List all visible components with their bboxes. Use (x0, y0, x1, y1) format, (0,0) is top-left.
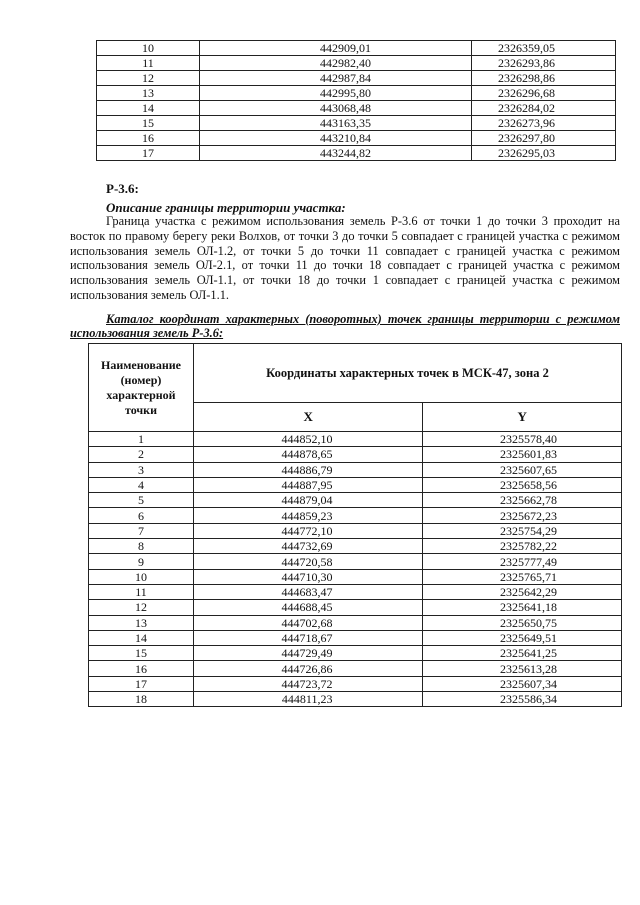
point-number-cell: 5 (89, 493, 194, 508)
table-row (89, 600, 622, 615)
y-coordinate-cell: 2325613,28 (423, 661, 622, 676)
point-number-cell: 17 (89, 676, 194, 691)
y-coordinate-cell: 2326359,05 (472, 41, 616, 56)
table-row (89, 630, 622, 645)
x-coordinate-cell: 442909,01 (200, 41, 472, 56)
point-number-cell: 12 (97, 71, 200, 86)
x-coordinate-cell: 444729,49 (194, 646, 423, 661)
boundary-description-text: Граница участка с режимом использования земель Р-3.6 от точки 1 до точки 3 проходит на восток по правому берегу реки Волхов, от точки 3 до точки 5 совпадает с границей участка с режимом использования земель ОЛ-1.2, от точки 5 до точки 11 совпадает с границей участка с режимом использования земель ОЛ-2.1, от точки 11 до точки 18 совпадает с границей участка с режимом использования земель ОЛ-1.1, от точки 18 до точки 1 совпадает с границей участка с режимом использования земель ОЛ-1.1. (70, 214, 620, 302)
y-coordinate-cell: 2326293,86 (472, 56, 616, 71)
point-number-cell: 13 (89, 615, 194, 630)
x-coordinate-cell: 444732,69 (194, 539, 423, 554)
x-coordinate-cell: 443244,82 (200, 146, 472, 161)
x-coordinate-cell: 442995,80 (200, 86, 472, 101)
x-coordinate-cell: 442987,84 (200, 71, 472, 86)
y-coordinate-cell: 2325658,56 (423, 477, 622, 492)
y-coordinate-cell: 2325650,75 (423, 615, 622, 630)
table-row (89, 508, 622, 523)
y-coordinate-cell: 2325642,29 (423, 584, 622, 599)
x-coordinate-cell: 444886,79 (194, 462, 423, 477)
y-coordinate-cell: 2326296,68 (472, 86, 616, 101)
header-point-name: Наименование (номер) характерной точки (89, 344, 194, 432)
y-coordinate-cell: 2325754,29 (423, 523, 622, 538)
point-number-cell: 2 (89, 447, 194, 462)
x-coordinate-cell: 443210,84 (200, 131, 472, 146)
table-row (89, 676, 622, 691)
table-row (97, 86, 616, 101)
table-row (89, 584, 622, 599)
y-coordinate-cell: 2325672,23 (423, 508, 622, 523)
y-coordinate-cell: 2326297,80 (472, 131, 616, 146)
y-coordinate-cell: 2325607,34 (423, 676, 622, 691)
point-number-cell: 18 (89, 692, 194, 707)
top-coordinates-table (96, 40, 616, 161)
y-coordinate-cell: 2325578,40 (423, 432, 622, 447)
boundary-description-heading: Описание границы территории участка: (106, 200, 346, 215)
x-coordinate-cell: 444726,86 (194, 661, 423, 676)
point-number-cell: 8 (89, 539, 194, 554)
x-coordinate-cell: 443163,35 (200, 116, 472, 131)
table-row (89, 554, 622, 569)
x-coordinate-cell: 443068,48 (200, 101, 472, 116)
main-coordinates-table (88, 343, 622, 707)
table-row (89, 432, 622, 447)
main-table-header (89, 344, 622, 432)
y-coordinate-cell: 2325765,71 (423, 569, 622, 584)
table-row (89, 646, 622, 661)
section-title: Р-3.6: (106, 181, 139, 196)
table-row (97, 56, 616, 71)
x-coordinate-cell: 442982,40 (200, 56, 472, 71)
x-coordinate-cell: 444683,47 (194, 584, 423, 599)
x-coordinate-cell: 444859,23 (194, 508, 423, 523)
table-row (89, 447, 622, 462)
point-number-cell: 6 (89, 508, 194, 523)
x-coordinate-cell: 444720,58 (194, 554, 423, 569)
table-row (89, 539, 622, 554)
point-number-cell: 14 (97, 101, 200, 116)
main-table-body (89, 432, 622, 707)
table-row (97, 131, 616, 146)
y-coordinate-cell: 2326295,03 (472, 146, 616, 161)
point-number-cell: 13 (97, 86, 200, 101)
x-coordinate-cell: 444879,04 (194, 493, 423, 508)
point-number-cell: 4 (89, 477, 194, 492)
table-row (89, 477, 622, 492)
y-coordinate-cell: 2325662,78 (423, 493, 622, 508)
y-coordinate-cell: 2326273,96 (472, 116, 616, 131)
table-row (89, 462, 622, 477)
point-number-cell: 1 (89, 432, 194, 447)
table-row (89, 569, 622, 584)
table-row (97, 41, 616, 56)
y-coordinate-cell: 2326284,02 (472, 101, 616, 116)
catalog-heading (70, 312, 620, 340)
table-row (97, 146, 616, 161)
point-number-cell: 10 (89, 569, 194, 584)
x-coordinate-cell: 444723,72 (194, 676, 423, 691)
table-row (97, 101, 616, 116)
point-number-cell: 15 (89, 646, 194, 661)
catalog-heading-text: Каталог координат характерных (поворотных) точек границы территории с режимом использования земель Р-3.6: (70, 312, 620, 340)
y-coordinate-cell: 2325777,49 (423, 554, 622, 569)
x-coordinate-cell: 444688,45 (194, 600, 423, 615)
point-number-cell: 10 (97, 41, 200, 56)
y-coordinate-cell: 2325607,65 (423, 462, 622, 477)
table-row (97, 116, 616, 131)
x-coordinate-cell: 444718,67 (194, 630, 423, 645)
x-coordinate-cell: 444887,95 (194, 477, 423, 492)
point-number-cell: 15 (97, 116, 200, 131)
x-coordinate-cell: 444878,65 (194, 447, 423, 462)
x-coordinate-cell: 444702,68 (194, 615, 423, 630)
x-coordinate-cell: 444811,23 (194, 692, 423, 707)
table-row (89, 493, 622, 508)
y-coordinate-cell: 2326298,86 (472, 71, 616, 86)
header-y: Y (423, 403, 622, 432)
point-number-cell: 11 (89, 584, 194, 599)
point-number-cell: 17 (97, 146, 200, 161)
y-coordinate-cell: 2325586,34 (423, 692, 622, 707)
y-coordinate-cell: 2325782,22 (423, 539, 622, 554)
point-number-cell: 7 (89, 523, 194, 538)
y-coordinate-cell: 2325641,25 (423, 646, 622, 661)
point-number-cell: 9 (89, 554, 194, 569)
x-coordinate-cell: 444772,10 (194, 523, 423, 538)
table-row (89, 523, 622, 538)
point-number-cell: 12 (89, 600, 194, 615)
header-x: X (194, 403, 423, 432)
table-row (89, 692, 622, 707)
point-number-cell: 16 (89, 661, 194, 676)
y-coordinate-cell: 2325601,83 (423, 447, 622, 462)
point-number-cell: 11 (97, 56, 200, 71)
point-number-cell: 16 (97, 131, 200, 146)
y-coordinate-cell: 2325649,51 (423, 630, 622, 645)
header-coordinates: Координаты характерных точек в МСК-47, зона 2 (194, 344, 622, 403)
x-coordinate-cell: 444852,10 (194, 432, 423, 447)
top-table-body (97, 41, 616, 161)
x-coordinate-cell: 444710,30 (194, 569, 423, 584)
table-row (89, 615, 622, 630)
table-row (89, 661, 622, 676)
point-number-cell: 14 (89, 630, 194, 645)
table-row (97, 71, 616, 86)
point-number-cell: 3 (89, 462, 194, 477)
y-coordinate-cell: 2325641,18 (423, 600, 622, 615)
